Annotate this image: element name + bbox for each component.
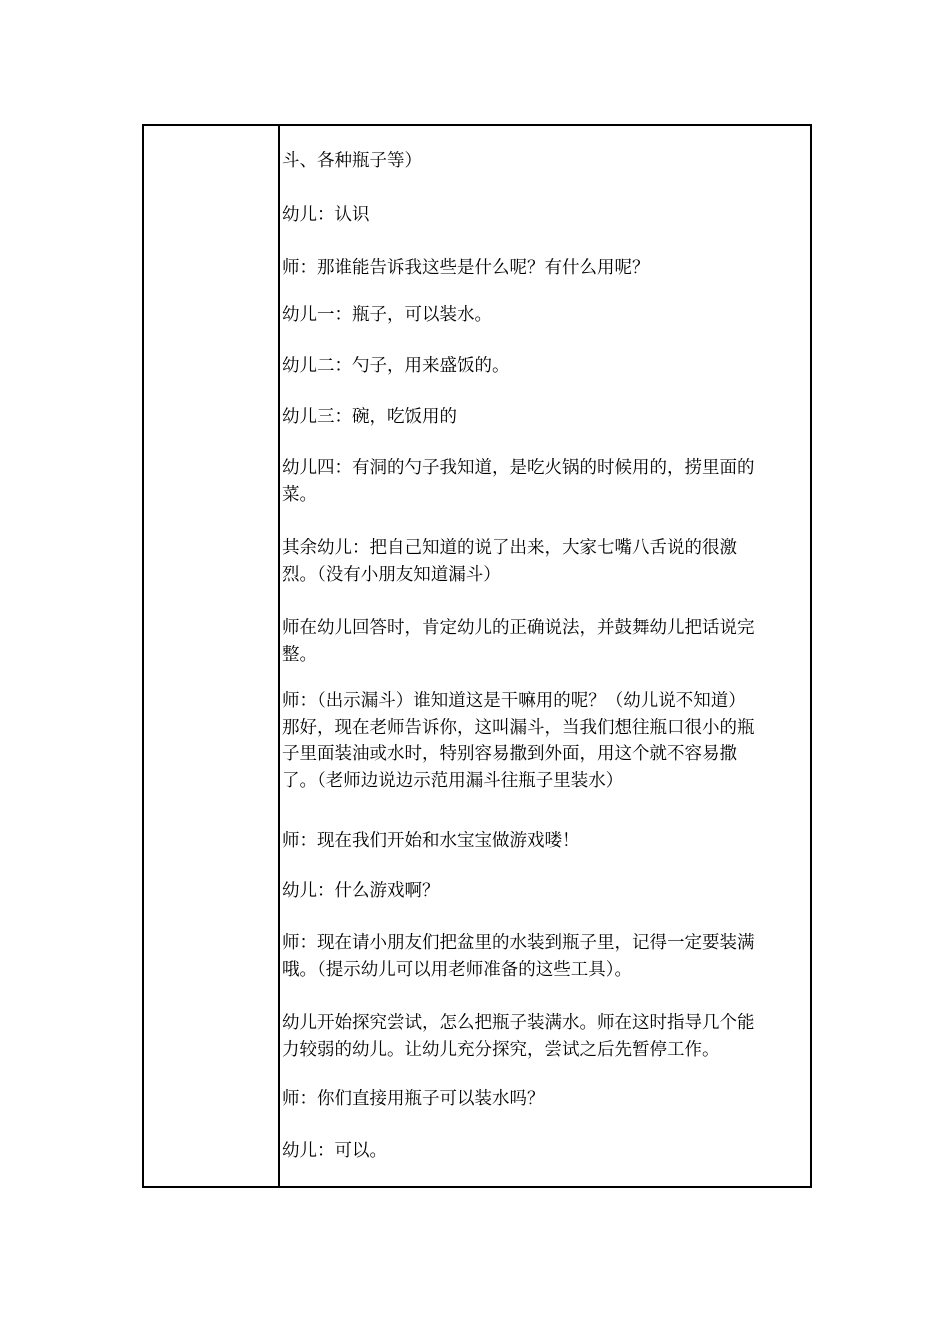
dialogue-paragraph <box>280 353 804 380</box>
dialogue-paragraph <box>280 148 804 175</box>
dialogue-paragraph <box>280 1010 804 1063</box>
lesson-table <box>142 124 812 1188</box>
paragraph-line: 幼儿四：有洞的勺子我知道，是吃火锅的时候用的，捞里面的 <box>282 458 755 478</box>
paragraph-line: 幼儿二：勺子，用来盛饭的。 <box>282 356 510 376</box>
paragraph-line: 师在幼儿回答时，肯定幼儿的正确说法，并鼓舞幼儿把话说完 <box>282 618 755 638</box>
table-left-column <box>144 126 280 1186</box>
dialogue-paragraph <box>280 404 804 431</box>
paragraph-line: 那好，现在老师告诉你，这叫漏斗，当我们想往瓶口很小的瓶 <box>282 717 755 738</box>
paragraph-line: 师：现在请小朋友们把盆里的水装到瓶子里，记得一定要装满 <box>282 933 755 953</box>
paragraph-line: 幼儿：可以。 <box>282 1141 387 1161</box>
dialogue-paragraph <box>280 302 804 329</box>
paragraph-line: 幼儿：什么游戏啊？ <box>282 881 440 901</box>
dialogue-paragraph <box>280 930 804 983</box>
paragraph-line: 整。 <box>282 644 317 665</box>
paragraph-line: 幼儿一：瓶子，可以装水。 <box>282 305 492 325</box>
paragraph-line: 菜。 <box>282 484 317 505</box>
paragraph-line: 了。（老师边说边示范用漏斗往瓶子里装水） <box>282 770 624 791</box>
dialogue-paragraph <box>280 202 804 229</box>
paragraph-line: 师：现在我们开始和水宝宝做游戏喽！ <box>282 831 580 851</box>
paragraph-line: 烈。（没有小朋友知道漏斗） <box>282 564 501 585</box>
paragraph-line: 斗、各种瓶子等） <box>282 151 422 171</box>
dialogue-paragraph <box>280 615 804 668</box>
dialogue-paragraph <box>280 535 804 588</box>
paragraph-line: 师：你们直接用瓶子可以装水吗？ <box>282 1089 545 1109</box>
paragraph-line: 师：（出示漏斗）谁知道这是干嘛用的呢？（幼儿说不知道） <box>282 691 746 711</box>
dialogue-paragraph <box>280 255 804 282</box>
paragraph-line: 幼儿：认识 <box>282 205 370 225</box>
dialogue-paragraph <box>280 1138 804 1165</box>
table-right-column <box>280 126 810 1186</box>
paragraph-line: 其余幼儿：把自己知道的说了出来，大家七嘴八舌说的很激 <box>282 538 737 558</box>
paragraph-line: 师：那谁能告诉我这些是什么呢？有什么用呢？ <box>282 258 650 278</box>
paragraph-line: 幼儿开始探究尝试，怎么把瓶子装满水。师在这时指导几个能 <box>282 1013 755 1033</box>
paragraph-line: 哦。（提示幼儿可以用老师准备的这些工具）。 <box>282 959 632 980</box>
paragraph-line: 子里面装油或水时，特别容易撒到外面，用这个就不容易撒 <box>282 744 737 764</box>
paragraph-line: 幼儿三：碗，吃饭用的 <box>282 407 457 427</box>
dialogue-paragraph <box>280 1086 804 1113</box>
paragraph-line: 力较弱的幼儿。让幼儿充分探究，尝试之后先暂停工作。 <box>282 1039 720 1060</box>
dialogue-paragraph <box>280 688 804 794</box>
dialogue-paragraph <box>280 828 804 855</box>
dialogue-paragraph <box>280 878 804 905</box>
dialogue-paragraph <box>280 455 804 508</box>
